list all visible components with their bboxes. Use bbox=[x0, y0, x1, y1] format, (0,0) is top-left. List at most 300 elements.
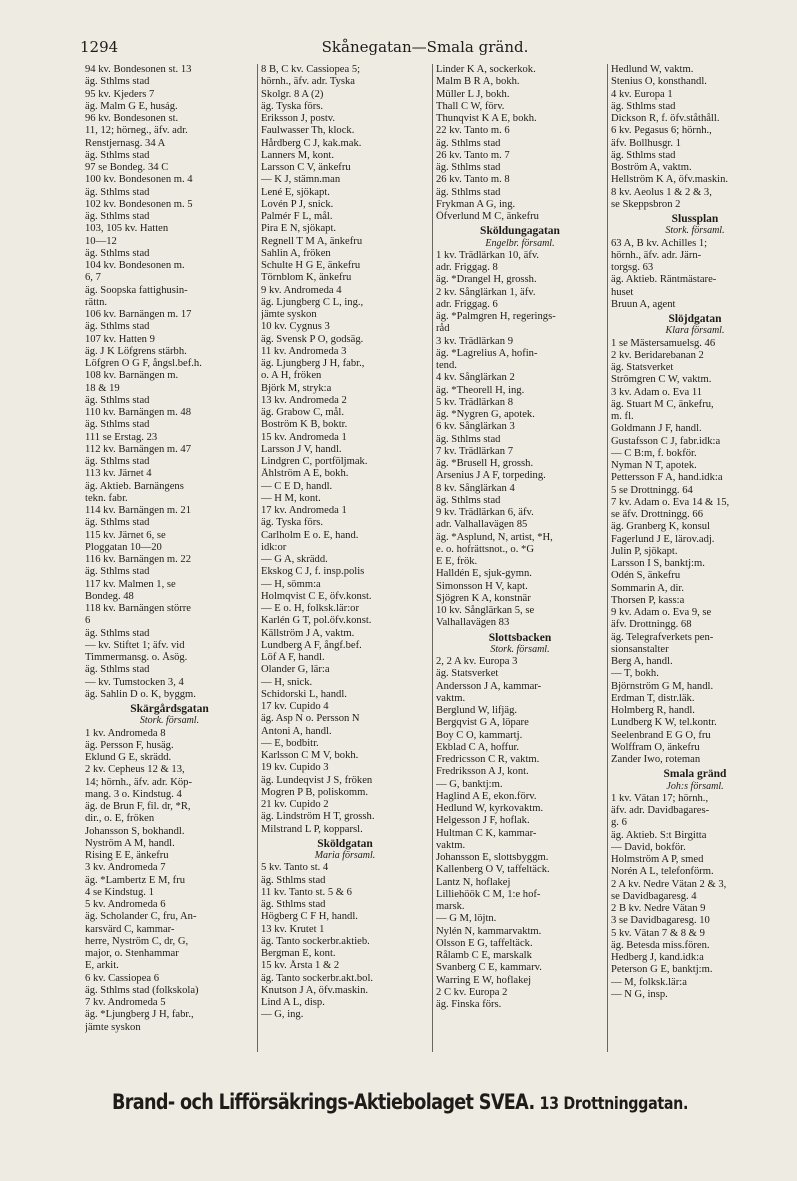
directory-line: Bergqvist G A, löpare bbox=[436, 717, 529, 729]
directory-line: 5 kv. Vätan 7 & 8 & 9 bbox=[611, 927, 705, 939]
directory-line: äg. Betesda miss.fören. bbox=[611, 939, 710, 951]
directory-line: herre, Nyström C, dr, G, bbox=[85, 935, 189, 947]
directory-line: Hedlund W, kyrkovaktm. bbox=[436, 803, 544, 814]
directory-line: 2 kv. Beridarebanan 2 bbox=[611, 349, 704, 361]
directory-line: 7 kv. Andromeda 5 bbox=[85, 997, 166, 1008]
directory-line: äg. Ljungberg C L, ing., bbox=[261, 296, 364, 308]
directory-line: 1 se Mästersamuelsg. 46 bbox=[611, 337, 716, 349]
directory-line: Renstjernasg. 34 A bbox=[85, 137, 166, 149]
directory-line: Schidorski L, handl. bbox=[261, 688, 347, 700]
directory-line: se Skeppsbron 2 bbox=[611, 198, 681, 210]
directory-line: 6 kv. Cassiopea 6 bbox=[85, 972, 160, 984]
directory-line: Larsson J V, handl. bbox=[261, 443, 342, 455]
directory-line: råd bbox=[436, 323, 450, 335]
directory-line: äfv. Drottningg. 68 bbox=[611, 619, 692, 631]
directory-line: 13 kv. Andromeda 2 bbox=[261, 394, 347, 406]
directory-line: 22 kv. Tanto m. 6 bbox=[436, 125, 510, 137]
directory-line: äg. Sthlms stad bbox=[85, 76, 150, 88]
directory-line: — kv. Tumstocken 3, 4 bbox=[85, 676, 184, 688]
directory-line: Holmberg R, handl. bbox=[611, 705, 695, 716]
directory-line: äg. *Drangel H, grossh. bbox=[436, 274, 537, 286]
directory-line: Åhlström A E, bokh. bbox=[261, 468, 349, 480]
directory-line: äg. Sahlin D o. K, byggm. bbox=[85, 688, 196, 700]
directory-line: äg. Statsverket bbox=[436, 668, 499, 680]
directory-line: Fagerlund J E, lärov.adj. bbox=[611, 533, 715, 545]
directory-line: 10 kv. Cygnus 3 bbox=[261, 321, 330, 333]
directory-line: Regnell T M A, änkefru bbox=[261, 235, 363, 247]
directory-line: 7 kv. Trädlärkan 7 bbox=[436, 445, 513, 457]
directory-line: 2 A kv. Nedre Vätan 2 & 3, bbox=[611, 878, 727, 890]
directory-line: äg. *Asplund, N, artist, *H, bbox=[436, 531, 553, 543]
directory-line: se äfv. Drottningg. 66 bbox=[611, 509, 703, 520]
directory-line: äg. Sthlms stad bbox=[85, 517, 150, 529]
directory-line: jämte syskon bbox=[85, 1021, 141, 1033]
directory-line: — G M, löjtn. bbox=[436, 913, 497, 925]
directory-line: 2, 2 A kv. Europa 3 bbox=[436, 656, 518, 667]
directory-line: m. fl. bbox=[611, 411, 634, 422]
directory-line: äg. Sthlms stad bbox=[611, 149, 676, 161]
directory-line: 1 kv. Vätan 17; hörnh., bbox=[611, 792, 709, 804]
directory-line: Faulwasser Th, klock. bbox=[261, 125, 355, 137]
directory-line: — T, bokh. bbox=[611, 668, 659, 680]
directory-line: Erdman T, distr.läk. bbox=[611, 692, 695, 704]
directory-line: 11 kv. Tanto st. 5 & 6 bbox=[261, 886, 352, 898]
directory-line: Ekskog C J, f. insp.polis bbox=[261, 566, 365, 578]
directory-line: äg. Tanto sockerbr.aktieb. bbox=[261, 935, 370, 947]
street-heading: Sköldgatan bbox=[317, 837, 373, 850]
directory-line: äg. Sthlms stad bbox=[85, 419, 150, 431]
directory-line: huset bbox=[611, 286, 634, 298]
directory-line: Ploggatan 10—20 bbox=[85, 541, 162, 553]
directory-line: äg. Aktieb. Barnängens bbox=[85, 480, 184, 492]
directory-line: o. A H, fröken bbox=[261, 370, 322, 382]
directory-line: äg. *Theorell H, ing. bbox=[436, 384, 525, 396]
directory-line: äg. Granberg K, konsul bbox=[611, 521, 710, 533]
directory-line: äg. Tyska förs. bbox=[261, 517, 324, 529]
directory-line: 2 kv. Cepheus 12 & 13, bbox=[85, 764, 185, 776]
directory-line: äg. *Brusell H, grossh. bbox=[436, 458, 534, 469]
directory-line: 108 kv. Barnängen m. bbox=[85, 370, 179, 382]
directory-line: Warring E W, hoflakej bbox=[436, 974, 532, 986]
directory-line: 116 kv. Barnängen m. 22 bbox=[85, 554, 192, 565]
directory-line: — M, folksk.lär:a bbox=[611, 976, 687, 988]
directory-line: Öfverlund M C, änkefru bbox=[436, 211, 539, 222]
advert-company: Brand- och Lifförsäkrings-Aktiebolaget SVEA. bbox=[112, 1090, 535, 1114]
directory-line: äg. Sthlms stad bbox=[436, 162, 501, 173]
directory-line: Lindgren C, portföljmak. bbox=[261, 456, 368, 467]
directory-line: 102 kv. Bondesonen m. 5 bbox=[85, 198, 193, 210]
directory-line: 4 kv. Sånglärkan 2 bbox=[436, 372, 515, 384]
directory-line: 111 se Erstag. 23 bbox=[85, 431, 158, 443]
directory-line: 94 kv. Bondesonen st. 13 bbox=[85, 64, 192, 75]
parish-label: Joh:s församl. bbox=[666, 780, 724, 792]
directory-line: 19 kv. Cupido 3 bbox=[261, 762, 329, 774]
directory-line: Timmermansg. o. Åsög. bbox=[85, 652, 188, 663]
directory-line: Thorsen P, kass:a bbox=[611, 594, 685, 606]
directory-line: — N G, insp. bbox=[611, 988, 668, 1000]
directory-line: Odén S, änkefru bbox=[611, 570, 681, 582]
directory-column-2 bbox=[257, 64, 432, 1052]
parish-label: Klara församl. bbox=[665, 325, 725, 337]
directory-line: Goldmann J F, handl. bbox=[611, 423, 702, 435]
directory-line: Linder K A, sockerkok. bbox=[436, 64, 536, 75]
directory-line: Karlén G T, pol.öfv.konst. bbox=[261, 615, 372, 627]
directory-line: 5 kv. Andromeda 6 bbox=[85, 899, 166, 910]
directory-line: 113 kv. Järnet 4 bbox=[85, 468, 152, 480]
directory-line: 6 kv. Sånglärkan 3 bbox=[436, 421, 515, 433]
directory-line: Pettersson F A, hand.idk:a bbox=[611, 472, 723, 484]
directory-line: 7 kv. Adam o. Eva 14 & 15, bbox=[611, 496, 730, 508]
directory-line: 8 B, C kv. Cassiopea 5; bbox=[261, 64, 361, 75]
street-heading: Sköldungagatan bbox=[480, 225, 560, 238]
directory-line: Seelenbrand E G O, fru bbox=[611, 729, 711, 741]
directory-line: Norén A L, telefonförm. bbox=[611, 866, 714, 878]
directory-line: äfv. Bollhusgr. 1 bbox=[611, 137, 681, 149]
directory-line: 18 & 19 bbox=[85, 382, 120, 394]
directory-line: 17 kv. Cupido 4 bbox=[261, 701, 329, 712]
parish-label: Stork. församl. bbox=[139, 715, 200, 727]
directory-line: karsvärd C, kammar- bbox=[85, 923, 175, 935]
directory-line: Zander Iwo, roteman bbox=[611, 754, 701, 765]
directory-line: vaktm. bbox=[436, 839, 466, 851]
directory-line: Johansson E, slottsbyggm. bbox=[436, 852, 549, 863]
directory-line: sionsanstalter bbox=[611, 643, 669, 655]
directory-line: äg. J K Löfgrens stärbh. bbox=[85, 345, 187, 357]
directory-line: 100 kv. Bondesonen m. 4 bbox=[85, 174, 193, 186]
directory-line: Källström J A, vaktm. bbox=[261, 627, 355, 639]
directory-line: Lovén P J, snick. bbox=[261, 198, 334, 210]
directory-line: äg. Persson F, husäg. bbox=[85, 739, 174, 751]
directory-line: äg. *Palmgren H, regerings- bbox=[436, 311, 556, 322]
directory-line: 3 kv. Trädlärkan 9 bbox=[436, 335, 513, 347]
directory-line: Malm B R A, bokh. bbox=[436, 76, 520, 88]
directory-line: Olsson E G, taffeltäck. bbox=[436, 937, 533, 949]
directory-line: Antoni A, handl. bbox=[261, 725, 332, 737]
directory-line: Fredricsson C R, vaktm. bbox=[436, 754, 540, 765]
directory-line: 95 kv. Kjeders 7 bbox=[85, 88, 155, 100]
directory-line: Nylén N, kammarvaktm. bbox=[436, 925, 542, 937]
page-title: Skånegatan—Smala gränd. bbox=[321, 38, 529, 56]
directory-line: marsk. bbox=[436, 901, 465, 912]
directory-line: Sommarin A, dir. bbox=[611, 582, 684, 594]
directory-line: 115 kv. Järnet 6, se bbox=[85, 529, 166, 541]
directory-line: 9 kv. Andromeda 4 bbox=[261, 284, 342, 296]
directory-line: Rising E E, änkefru bbox=[85, 850, 169, 861]
directory-line: Carlholm E o. E, hand. bbox=[261, 529, 359, 541]
directory-line: Svanberg C E, kammarv. bbox=[436, 962, 542, 974]
directory-line: 112 kv. Barnängen m. 47 bbox=[85, 443, 192, 455]
directory-line: äg. Aktieb. Räntmästare- bbox=[611, 274, 717, 286]
directory-line: 3 kv. Andromeda 7 bbox=[85, 862, 166, 874]
directory-line: 10—12 bbox=[85, 235, 117, 247]
directory-line: äg. Sthlms stad bbox=[85, 664, 150, 676]
directory-line: hörnh., äfv. adr. Tyska bbox=[261, 76, 355, 88]
parish-label: Engelbr. församl. bbox=[485, 237, 555, 249]
directory-line: äg. Sthlms stad bbox=[85, 321, 150, 333]
directory-line: äg. Ljungberg J H, fabr., bbox=[261, 358, 365, 369]
directory-line: 26 kv. Tanto m. 7 bbox=[436, 149, 510, 161]
directory-line: äg. Asp N o. Persson N bbox=[261, 713, 360, 725]
directory-line: 1 kv. Trädlärkan 10, äfv. bbox=[436, 249, 540, 261]
directory-line: — C E D, handl. bbox=[261, 480, 333, 492]
directory-line: äg. Telegrafverkets pen- bbox=[611, 631, 714, 643]
directory-line: 117 kv. Malmen 1, se bbox=[85, 578, 176, 590]
directory-line: 15 kv. Årsta 1 & 2 bbox=[261, 960, 340, 972]
directory-line: äg. Stuart M C, änkefru, bbox=[611, 398, 714, 410]
directory-line: Lanners M, kont. bbox=[261, 149, 334, 161]
directory-line: äfv. adr. Davidbagares- bbox=[611, 805, 710, 816]
directory-line: Bergman E, kont. bbox=[261, 948, 336, 959]
directory-line: 17 kv. Andromeda 1 bbox=[261, 505, 347, 516]
directory-line: äg. Sthlms stad bbox=[85, 627, 150, 639]
directory-line: 14; hörnh., äfv. adr. Köp- bbox=[85, 776, 192, 788]
directory-line: — G, ing. bbox=[261, 1009, 304, 1021]
directory-line: — H, snick. bbox=[261, 676, 313, 688]
directory-line: 8 kv. Aeolus 1 & 2 & 3, bbox=[611, 186, 712, 198]
directory-line: 26 kv. Tanto m. 8 bbox=[436, 174, 510, 186]
directory-line: 114 kv. Barnängen m. 21 bbox=[85, 505, 192, 516]
directory-line: äg. Finska förs. bbox=[436, 999, 502, 1010]
directory-line: äg. Sthlms stad bbox=[436, 433, 501, 445]
directory-line: Holmqvist C E, öfv.konst. bbox=[261, 590, 372, 602]
directory-line: 104 kv. Bondesonen m. bbox=[85, 260, 185, 271]
directory-line: mang. 3 o. Kindstug. 4 bbox=[85, 788, 182, 800]
directory-line: — E o. H, folksk.lär:or bbox=[261, 603, 359, 614]
directory-line: äg. Sthlms stad bbox=[85, 566, 150, 578]
directory-line: äg. Lundeqvist J S, fröken bbox=[261, 774, 373, 786]
directory-line: Holmström A P, smed bbox=[611, 854, 704, 865]
parish-label: Stork. församl. bbox=[490, 643, 550, 655]
directory-line: Törnblom K, änkefru bbox=[261, 272, 352, 284]
directory-line: 11 kv. Andromeda 3 bbox=[261, 345, 347, 357]
directory-line: 96 kv. Bondesonen st. bbox=[85, 113, 179, 124]
page-number: 1294 bbox=[80, 38, 119, 56]
page-header bbox=[80, 36, 770, 60]
street-heading: Slottsbacken bbox=[488, 631, 552, 644]
directory-line: Valhallavägen 83 bbox=[436, 617, 510, 629]
directory-line: Sjögren K A, konstnär bbox=[436, 592, 531, 604]
directory-line: adr. Valhallavägen 85 bbox=[436, 519, 528, 531]
advert-address: 13 Drottninggatan. bbox=[539, 1094, 689, 1114]
directory-line: äg. Tanto sockerbr.akt.bol. bbox=[261, 972, 374, 984]
directory-line: äg. Lindström H T, grossh. bbox=[261, 811, 375, 823]
directory-line: äg. Sthlms stad bbox=[85, 394, 150, 406]
directory-line: torgsg. 63 bbox=[611, 262, 654, 273]
directory-line: 4 kv. Europa 1 bbox=[611, 88, 673, 100]
directory-line: 2 C kv. Europa 2 bbox=[436, 986, 508, 998]
directory-line: Eriksson J, postv. bbox=[261, 113, 336, 124]
directory-line: Eklund G E, skrädd. bbox=[85, 752, 172, 763]
directory-line: idk:or bbox=[261, 541, 287, 553]
parish-label: Stork. församl. bbox=[665, 225, 725, 237]
directory-line: äg. Malm G E, huság. bbox=[85, 100, 178, 112]
directory-line: Lantz N, hoflakej bbox=[436, 876, 511, 888]
directory-line: 6 bbox=[85, 615, 91, 627]
directory-line: — H M, kont. bbox=[261, 492, 321, 504]
directory-line: e. o. hofrättsnot., o. *G bbox=[436, 543, 534, 555]
directory-line: Wolffram O, änkefru bbox=[611, 741, 700, 753]
directory-line: — David, bokför. bbox=[611, 841, 686, 853]
directory-line: äg. Statsverket bbox=[611, 362, 674, 373]
directory-line: Hedberg J, kand.idk:a bbox=[611, 952, 704, 963]
directory-line: E E, frök. bbox=[436, 556, 478, 567]
directory-line: dir., o. E, fröken bbox=[85, 813, 155, 825]
directory-line: Nyström A M, handl. bbox=[85, 837, 175, 849]
directory-line: Nyman N T, apotek. bbox=[611, 460, 697, 471]
directory-line: Pira E N, sjökapt. bbox=[261, 223, 337, 235]
street-heading: Slussplan bbox=[671, 213, 719, 225]
directory-line: Hårdberg C J, kak.mak. bbox=[261, 137, 362, 149]
directory-line: äg. *Lambertz E M, fru bbox=[85, 874, 186, 886]
directory-line: 3 se Davidbagaresg. 10 bbox=[611, 915, 710, 927]
directory-line: Simonsson H V, kapt. bbox=[436, 580, 528, 592]
directory-line: — H, sömm:a bbox=[261, 578, 321, 590]
directory-line: Lundberg A F, ångf.bef. bbox=[261, 639, 362, 651]
directory-line: 103, 105 kv. Hatten bbox=[85, 223, 169, 235]
directory-line: major, o. Stenhammar bbox=[85, 948, 179, 959]
directory-line: Milstrand L P, kopparsl. bbox=[261, 823, 363, 835]
directory-line: äg. Grabow C, mål. bbox=[261, 407, 344, 418]
directory-line: Gustafsson C J, fabr.idk:a bbox=[611, 435, 721, 447]
directory-line: äg. de Brun F, fil. dr, *R, bbox=[85, 801, 191, 812]
directory-line: adr. Friggag. 8 bbox=[436, 262, 498, 273]
directory-line: Palmér F L, mål. bbox=[261, 211, 333, 222]
directory-line: Sahlin A, fröken bbox=[261, 247, 331, 259]
directory-line: Peterson G E, banktj:m. bbox=[611, 964, 713, 976]
directory-line: 1 kv. Andromeda 8 bbox=[85, 727, 166, 739]
directory-line: Knutson J A, öfv.maskin. bbox=[261, 984, 369, 996]
directory-line: Björnström G M, handl. bbox=[611, 680, 714, 692]
directory-line: Boström A, vaktm. bbox=[611, 162, 692, 173]
directory-column-1 bbox=[82, 64, 257, 1052]
directory-line: Julin P, sjökapt. bbox=[611, 545, 678, 557]
directory-line: äg. Scholander C, fru, An- bbox=[85, 911, 197, 923]
directory-line: 6, 7 bbox=[85, 272, 101, 284]
directory-line: Dickson R, f. öfv.ståthåll. bbox=[611, 113, 720, 124]
directory-line: 8 kv. Sånglärkan 4 bbox=[436, 482, 515, 494]
directory-line: Björk M, stryk:a bbox=[261, 382, 332, 394]
directory-line: tend. bbox=[436, 360, 457, 371]
directory-line: 10 kv. Sånglärkan 5, se bbox=[436, 605, 535, 616]
directory-line: 4 se Kindstug. 1 bbox=[85, 886, 154, 898]
footer-advertisement bbox=[112, 1090, 689, 1130]
directory-line: Boy C O, kammartj. bbox=[436, 729, 523, 741]
directory-line: Larsson I S, banktj:m. bbox=[611, 558, 705, 569]
directory-line: Högberg C F H, handl. bbox=[261, 911, 358, 923]
directory-column-4 bbox=[607, 64, 782, 1052]
directory-line: Arsenius J A F, torpeding. bbox=[436, 470, 546, 482]
directory-line: äg. *Lagrelius A, hofin- bbox=[436, 347, 538, 359]
directory-line: Larsson C V, änkefru bbox=[261, 162, 351, 173]
directory-line: Karlsson C M V, bokh. bbox=[261, 750, 359, 761]
directory-line: 3 kv. Adam o. Eva 11 bbox=[611, 386, 703, 398]
directory-line: se Davidbagaresg. 4 bbox=[611, 890, 697, 902]
directory-line: Andersson J A, kammar- bbox=[436, 680, 542, 692]
directory-line: 2 kv. Sånglärkan 1, äfv. bbox=[436, 286, 536, 298]
directory-line: rättn. bbox=[85, 296, 108, 308]
directory-line: Frykman A G, ing. bbox=[436, 198, 516, 210]
directory-line: Strömgren C W, vaktm. bbox=[611, 374, 712, 386]
directory-line: Schulte H G E, änkefru bbox=[261, 260, 361, 271]
directory-line: Lind A L, disp. bbox=[261, 997, 325, 1008]
directory-line: Mogren P B, poliskomm. bbox=[261, 786, 369, 798]
directory-line: Hedlund W, vaktm. bbox=[611, 64, 694, 75]
directory-line: Lundberg K W, tel.kontr. bbox=[611, 717, 717, 729]
directory-line: Stenius O, konsthandl. bbox=[611, 76, 707, 88]
directory-line: 15 kv. Andromeda 1 bbox=[261, 431, 347, 443]
directory-line: 106 kv. Barnängen m. 17 bbox=[85, 309, 192, 320]
directory-line: — G, banktj:m. bbox=[436, 778, 503, 790]
directory-line: äg. *Nygren G, apotek. bbox=[436, 409, 535, 420]
directory-line: 110 kv. Barnängen m. 48 bbox=[85, 407, 192, 418]
directory-line: Skolgr. 8 A (2) bbox=[261, 88, 324, 100]
directory-line: 6 kv. Pegasus 6; hörnh., bbox=[611, 125, 712, 137]
directory-columns bbox=[82, 64, 782, 1052]
directory-line: 2 B kv. Nedre Vätan 9 bbox=[611, 903, 706, 914]
directory-line: 63 A, B kv. Achilles 1; bbox=[611, 237, 708, 249]
directory-line: Thall C W, förv. bbox=[436, 100, 505, 112]
directory-line: Löfgren O G F, ångsl.bef.h. bbox=[85, 358, 202, 369]
directory-line: 21 kv. Cupido 2 bbox=[261, 799, 329, 810]
street-heading: Smala gränd bbox=[663, 768, 727, 781]
street-heading: Slöjdgatan bbox=[668, 313, 722, 325]
directory-line: Lilliehöök C M, 1:e hof- bbox=[436, 888, 541, 900]
directory-line: äg. Sthlms stad bbox=[261, 899, 326, 910]
directory-line: 5 kv. Trädlärkan 8 bbox=[436, 396, 513, 408]
directory-line: Hultman C K, kammar- bbox=[436, 827, 537, 839]
directory-line: äg. Sthlms stad bbox=[85, 211, 150, 222]
directory-line: 9 kv. Trädlärkan 6, äfv. bbox=[436, 507, 534, 518]
street-heading: Skärgårdsgatan bbox=[130, 703, 209, 715]
directory-line: äg. Sthlms stad bbox=[85, 247, 150, 259]
directory-line: äg. *Ljungberg J H, fabr., bbox=[85, 1009, 194, 1021]
directory-line: vaktm. bbox=[436, 692, 466, 704]
directory-line: — K J, stämn.man bbox=[261, 174, 341, 186]
directory-line: Johansson S, bokhandl. bbox=[85, 825, 185, 837]
directory-line: äg. Sthlms stad (folkskola) bbox=[85, 984, 199, 996]
directory-line: Hellström K A, öfv.maskin. bbox=[611, 174, 729, 186]
directory-line: äg. Sthlms stad bbox=[436, 137, 501, 149]
parish-label: Maria församl. bbox=[314, 850, 376, 861]
directory-line: Kallenberg O V, taffeltäck. bbox=[436, 864, 550, 876]
directory-line: Berglund W, lifjäg. bbox=[436, 705, 518, 716]
directory-line: Helgesson J F, hoflak. bbox=[436, 815, 530, 827]
directory-line: äg. Sthlms stad bbox=[85, 149, 150, 161]
directory-line: 118 kv. Barnängen större bbox=[85, 603, 192, 614]
directory-line: Rålamb C E, marskalk bbox=[436, 950, 532, 961]
directory-line: Löf A F, handl. bbox=[261, 652, 325, 663]
directory-line: g. 6 bbox=[611, 817, 627, 829]
directory-line: — C B:m, f. bokför. bbox=[611, 447, 697, 459]
directory-line: äg. Sthlms stad bbox=[436, 494, 501, 506]
directory-line: Bondeg. 48 bbox=[85, 590, 134, 602]
directory-line: Müller L J, bokh. bbox=[436, 88, 510, 100]
directory-line: äg. Sthlms stad bbox=[85, 456, 150, 467]
directory-line: Haglind A E, ekon.förv. bbox=[436, 790, 537, 802]
directory-line: 9 kv. Adam o. Eva 9, se bbox=[611, 607, 712, 618]
directory-line: äg. Sthlms stad bbox=[85, 186, 150, 198]
directory-column-3 bbox=[432, 64, 607, 1052]
directory-line: äg. Svensk P O, godsäg. bbox=[261, 333, 364, 345]
directory-line: Thunqvist K A E, bokh. bbox=[436, 113, 537, 124]
directory-line: — E, bodbitr. bbox=[261, 737, 319, 749]
directory-line: Boström K B, boktr. bbox=[261, 419, 348, 431]
directory-line: 107 kv. Hatten 9 bbox=[85, 333, 155, 345]
directory-line: 11, 12; hörneg., äfv. adr. bbox=[85, 125, 188, 137]
directory-line: äg. Sthlms stad bbox=[611, 100, 676, 112]
directory-line: 13 kv. Krutet 1 bbox=[261, 923, 325, 935]
directory-line: Lené E, sjökapt. bbox=[261, 186, 330, 198]
